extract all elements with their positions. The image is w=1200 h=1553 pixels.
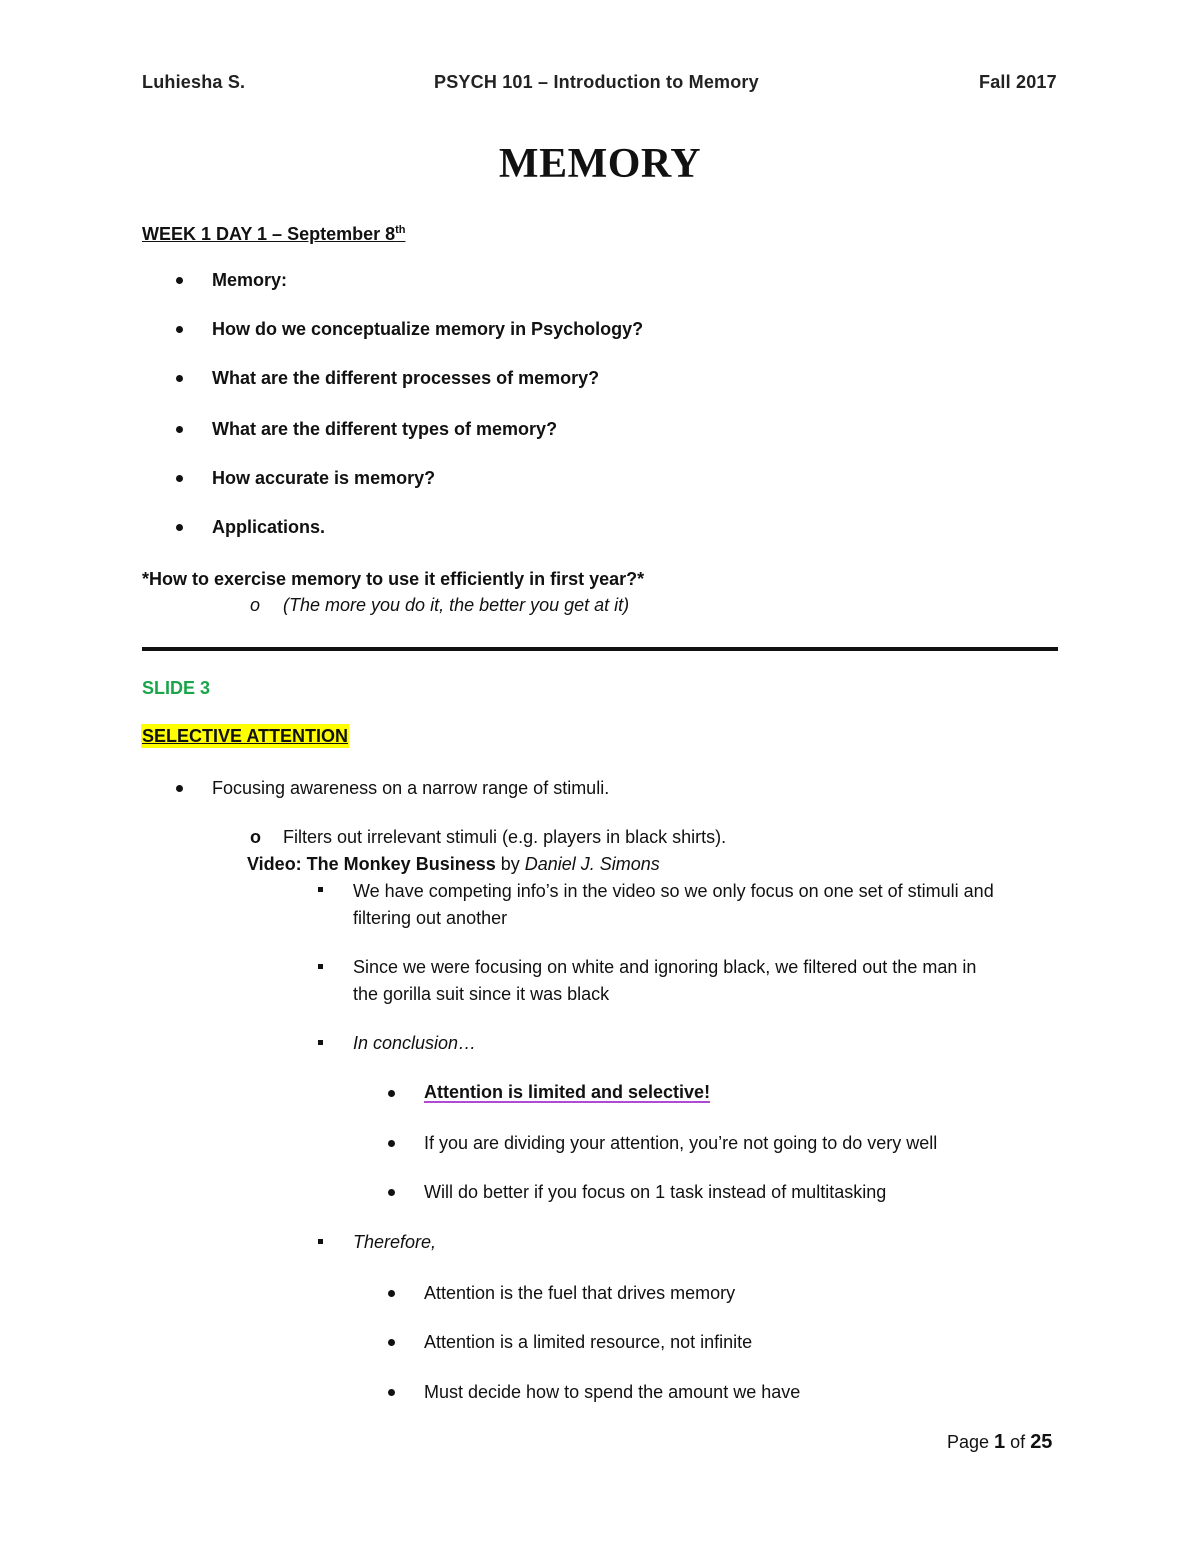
square-bullet-icon	[318, 1040, 323, 1045]
list-item: What are the different processes of memory?	[212, 368, 600, 388]
bullet-icon	[388, 1290, 395, 1297]
filter-text: Filters out irrelevant stimuli (e.g. players in black shirts).	[283, 827, 727, 847]
square-bullet-icon	[318, 887, 323, 892]
video-author: Daniel J. Simons	[524, 854, 660, 874]
video-by: by	[495, 854, 525, 874]
header-author: Luhiesha S.	[142, 72, 246, 92]
conclusion-point: Attention is limited and selective!	[424, 1082, 711, 1102]
page-footer	[947, 1431, 1052, 1454]
list-item: How accurate is memory?	[212, 468, 436, 488]
conclusion-label: In conclusion…	[353, 1033, 477, 1053]
header-term: Fall 2017	[979, 72, 1057, 92]
conclusion-point: If you are dividing your attention, you’re not going to do very well	[424, 1133, 938, 1153]
bullet-icon	[176, 426, 183, 433]
therefore-label: Therefore,	[353, 1232, 437, 1252]
therefore-point: Must decide how to spend the amount we have	[424, 1382, 801, 1402]
bullet-icon	[176, 524, 183, 531]
bullet-icon	[388, 1140, 395, 1147]
list-item: Memory:	[212, 270, 288, 290]
video-point-line: filtering out another	[353, 908, 508, 928]
video-point-line: We have competing info’s in the video so we only focus on one set of stimuli and	[353, 881, 994, 901]
list-item: Applications.	[212, 517, 326, 537]
list-item: How do we conceptualize memory in Psychology?	[212, 319, 644, 339]
page-title: MEMORY	[498, 141, 702, 187]
footer-of-word: of	[1005, 1432, 1031, 1452]
week-heading-sup: th	[395, 224, 406, 236]
bullet-icon	[176, 475, 183, 482]
conclusion-point: Will do better if you focus on 1 task instead of multitasking	[424, 1182, 887, 1202]
square-bullet-icon	[318, 1239, 323, 1244]
bullet-icon	[176, 277, 183, 284]
header-course: PSYCH 101 – Introduction to Memory	[434, 72, 759, 92]
exercise-sub-text: (The more you do it, the better you get at it)	[283, 595, 630, 615]
bullet-icon	[388, 1339, 395, 1346]
list-item: What are the different types of memory?	[212, 419, 558, 439]
bullet-icon	[176, 326, 183, 333]
bullet-icon	[388, 1090, 395, 1097]
bullet-icon	[176, 375, 183, 382]
video-line	[247, 852, 660, 876]
exercise-sub-marker: o	[250, 595, 261, 615]
square-bullet-icon	[318, 964, 323, 969]
exercise-note: *How to exercise memory to use it efficiently in first year?*	[142, 569, 645, 589]
video-point-line: the gorilla suit since it was black	[353, 984, 610, 1004]
definition-text: Focusing awareness on a narrow range of stimuli.	[212, 778, 610, 798]
week-heading-text: WEEK 1 DAY 1 – September 8	[142, 224, 396, 244]
filter-marker: o	[250, 827, 261, 847]
week-heading	[142, 218, 406, 246]
section-divider	[142, 647, 1058, 651]
footer-page-word: Page	[947, 1432, 995, 1452]
section-heading: SELECTIVE ATTENTION	[142, 726, 349, 746]
bullet-icon	[176, 785, 183, 792]
bullet-icon	[388, 1389, 395, 1396]
therefore-point: Attention is the fuel that drives memory	[424, 1283, 736, 1303]
bullet-icon	[388, 1189, 395, 1196]
video-point-line: Since we were focusing on white and ignoring black, we filtered out the man in	[353, 957, 977, 977]
therefore-point: Attention is a limited resource, not infinite	[424, 1332, 753, 1352]
footer-total-pages: 25	[1030, 1431, 1053, 1453]
footer-page-number: 1	[994, 1431, 1006, 1453]
video-label: Video: The Monkey Business	[247, 854, 496, 874]
slide-label: SLIDE 3	[142, 678, 211, 698]
